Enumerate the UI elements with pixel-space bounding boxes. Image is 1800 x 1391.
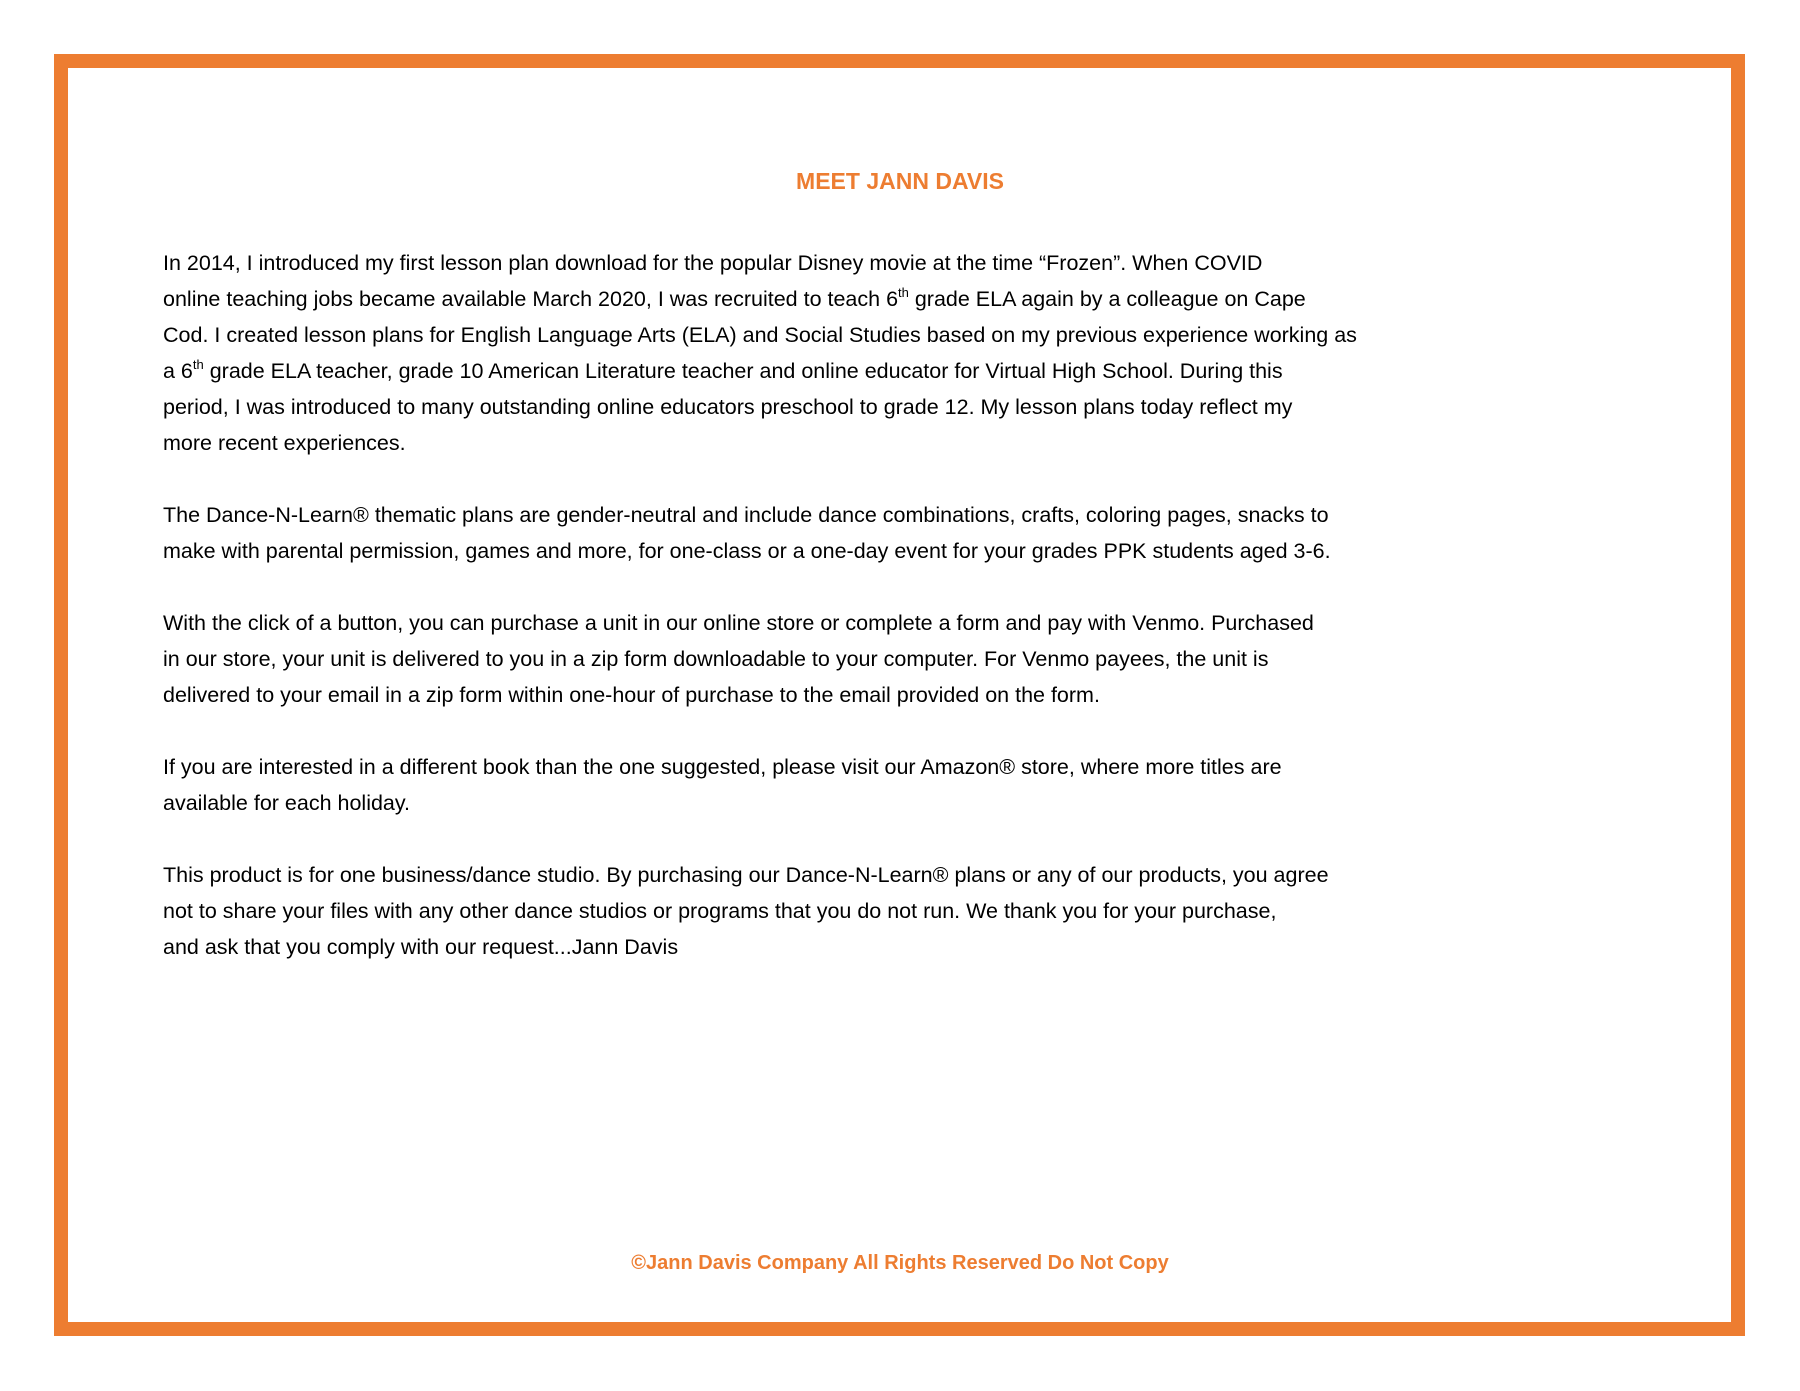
line-text: delivered to your email in a zip form within one-hour of purchase to the email provided on the form. [163, 683, 1100, 707]
paragraph [163, 245, 1357, 461]
text-line [163, 677, 1357, 713]
line-text: not to share your files with any other dance studios or programs that you do not run. We thank you for your purchase, [163, 899, 1277, 923]
line-text: grade ELA again by a colleague on Cape [908, 287, 1306, 311]
text-line [163, 641, 1357, 677]
text-line [163, 749, 1357, 785]
text-line [163, 281, 1357, 317]
line-text: and ask that you comply with our request...Jann Davis [163, 935, 679, 959]
line-text: make with parental permission, games and more, for one-class or a one-day event for your grades PPK students aged 3-6. [163, 539, 1331, 563]
text-line [163, 245, 1357, 281]
line-text: in our store, your unit is delivered to you in a zip form downloadable to your computer. For Venmo payees, the unit is [163, 647, 1269, 671]
text-line [163, 497, 1357, 533]
line-text: With the click of a button, you can purchase a unit in our online store or complete a form and pay with Venmo. Purchased [163, 611, 1314, 635]
text-line [163, 353, 1357, 389]
line-text: Cod. I created lesson plans for English Language Arts (ELA) and Social Studies based on my previous experience working as [163, 323, 1357, 347]
text-line [163, 317, 1357, 353]
page-title: MEET JANN DAVIS [796, 168, 1004, 194]
paragraph [163, 749, 1357, 821]
text-line [163, 857, 1357, 893]
line-text: This product is for one business/dance studio. By purchasing our Dance-N-Learn® plans or any of our products, you agree [163, 863, 1329, 887]
line-text: In 2014, I introduced my first lesson plan download for the popular Disney movie at the time “Frozen”. When COVID [163, 251, 1263, 275]
text-line [163, 533, 1357, 569]
paragraph [163, 497, 1357, 569]
line-text: online teaching jobs became available March 2020, I was recruited to teach 6 [163, 287, 899, 311]
line-text: If you are interested in a different book than the one suggested, please visit our Amazon® store, where more titles are [163, 755, 1282, 779]
superscript: th [898, 285, 909, 300]
line-text: a 6 [163, 359, 193, 383]
line-text: more recent experiences. [163, 431, 406, 455]
line-text: available for each holiday. [163, 791, 411, 815]
text-line [163, 893, 1357, 929]
document-body [163, 245, 1357, 1001]
paragraph [163, 605, 1357, 713]
text-line [163, 929, 1357, 965]
text-line [163, 605, 1357, 641]
copyright-footer: ©Jann Davis Company All Rights Reserved Do Not Copy [631, 1252, 1169, 1274]
line-text: The Dance-N-Learn® thematic plans are gender-neutral and include dance combinations, crafts, coloring pages, snacks to [163, 503, 1329, 527]
line-text: period, I was introduced to many outstanding online educators preschool to grade 12. My lesson plans today reflect my [163, 395, 1293, 419]
text-line [163, 425, 1357, 461]
superscript: th [192, 357, 204, 372]
text-line [163, 785, 1357, 821]
text-line [163, 389, 1357, 425]
line-text: grade ELA teacher, grade 10 American Literature teacher and online educator for Virtual High School. During this [203, 359, 1283, 383]
paragraph [163, 857, 1357, 965]
